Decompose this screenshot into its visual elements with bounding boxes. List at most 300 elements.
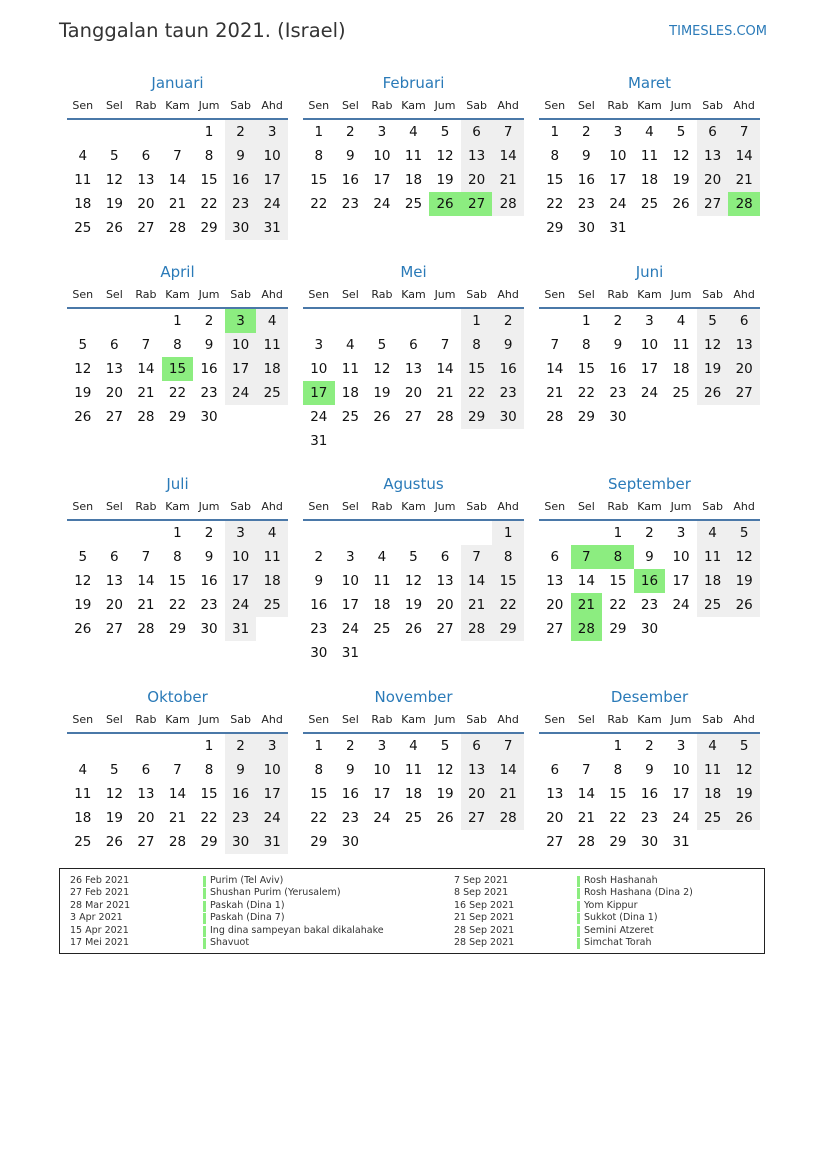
- weekend-day: 16: [492, 357, 524, 381]
- day-cell: 31: [341, 645, 359, 661]
- week-row: [67, 617, 288, 641]
- weekday-label: Sab: [230, 99, 251, 112]
- week-row: [303, 545, 524, 569]
- day-cell: 7: [141, 337, 151, 353]
- day-cell: 2: [204, 525, 214, 541]
- day-cell: 20: [404, 385, 423, 401]
- weekend-day: 22: [461, 381, 493, 405]
- day-cell: 17: [609, 172, 627, 188]
- weekday-label: Sel: [105, 713, 123, 726]
- day-cell: 16: [640, 786, 659, 802]
- day-cell: 17: [373, 172, 391, 188]
- legend-item: [60, 900, 760, 913]
- day-cell: 6: [550, 549, 560, 565]
- empty-day: [99, 120, 131, 144]
- day-cell: 5: [377, 337, 387, 353]
- day-cell: 30: [577, 220, 595, 236]
- empty-day: [461, 429, 493, 453]
- weekend-day: 16: [225, 168, 257, 192]
- day-cell: 20: [546, 597, 564, 613]
- legend-date: 28 Sep 2021: [454, 937, 515, 948]
- day-cell: 24: [310, 409, 328, 425]
- empty-day: [256, 405, 288, 429]
- day-cell: 24: [341, 621, 359, 637]
- day-cell: 21: [546, 385, 564, 401]
- day-cell: 12: [436, 148, 454, 164]
- weekday-label: Ahd: [497, 99, 519, 112]
- week-row: [303, 758, 524, 782]
- week-row: [303, 309, 524, 333]
- weekday-label: Rab: [607, 288, 629, 301]
- weekend-day: 7: [492, 120, 524, 144]
- day-cell: 3: [346, 549, 355, 565]
- weekend-day: 6: [728, 309, 760, 333]
- legend-date: 15 Apr 2021: [70, 924, 129, 936]
- weekend-day: 5: [728, 521, 760, 545]
- weekday-label: Ahd: [261, 713, 283, 726]
- weekday-label: Ahd: [733, 288, 755, 301]
- legend-color-swatch: [577, 888, 580, 899]
- weekday-label: Kam: [637, 99, 662, 112]
- legend-date: 28 Mar 2021: [70, 899, 131, 911]
- weekend-day: 13: [728, 333, 760, 357]
- day-cell: 2: [613, 313, 623, 329]
- day-cell: 9: [645, 762, 654, 778]
- day-cell: 13: [105, 573, 123, 589]
- weekend-day: 4: [697, 521, 729, 545]
- week-row: [67, 830, 288, 854]
- weekend-day: 1: [492, 521, 524, 545]
- weekend-day: 14: [492, 144, 524, 168]
- empty-day: [539, 734, 571, 758]
- day-cell: 22: [609, 810, 627, 826]
- day-cell: 16: [310, 597, 328, 613]
- day-cell: 26: [436, 810, 454, 826]
- weekday-label: Rab: [135, 713, 157, 726]
- holiday-day: 16: [634, 569, 666, 593]
- weekday-label: Sel: [341, 288, 359, 301]
- month-maret: [539, 72, 760, 240]
- weekend-day: 18: [256, 569, 288, 593]
- weekday-label: Ahd: [261, 500, 283, 513]
- day-cell: 27: [404, 409, 423, 425]
- empty-day: [539, 309, 571, 333]
- legend-holiday-name: Yom Kippur: [584, 899, 638, 911]
- weekday-label: Sen: [72, 288, 94, 301]
- weekday-header: [303, 94, 524, 120]
- week-row: [67, 782, 288, 806]
- day-cell: 22: [200, 196, 218, 212]
- day-cell: 10: [341, 573, 359, 589]
- day-cell: 12: [373, 361, 391, 377]
- empty-day: [99, 734, 131, 758]
- weekday-label: Rab: [371, 500, 393, 513]
- weekend-day: 21: [461, 593, 493, 617]
- day-cell: 4: [346, 337, 355, 353]
- day-cell: 8: [550, 148, 560, 164]
- day-cell: 23: [200, 597, 218, 613]
- legend-holiday-name: Sukkot (Dina 1): [584, 912, 658, 924]
- empty-day: [429, 521, 461, 545]
- weekend-day: 20: [461, 782, 493, 806]
- week-row: [539, 545, 760, 569]
- day-cell: 31: [609, 220, 627, 236]
- day-cell: 24: [640, 385, 659, 401]
- weekend-day: 18: [697, 782, 729, 806]
- day-cell: 9: [346, 762, 355, 778]
- empty-day: [665, 216, 697, 240]
- week-row: [67, 758, 288, 782]
- day-cell: 23: [200, 385, 218, 401]
- day-cell: 26: [404, 621, 423, 637]
- weekend-day: 31: [256, 830, 288, 854]
- legend-holiday-name: Purim (Tel Aviv): [210, 875, 284, 886]
- month-september: [539, 473, 760, 641]
- empty-day: [398, 830, 430, 854]
- weekday-label: Sab: [466, 500, 487, 513]
- day-cell: 21: [436, 385, 454, 401]
- day-cell: 3: [676, 738, 686, 754]
- day-cell: 6: [141, 148, 151, 164]
- weekend-day: 25: [256, 381, 288, 405]
- weekday-header: [539, 708, 760, 734]
- weekday-label: Ahd: [733, 99, 755, 112]
- day-cell: 10: [672, 762, 690, 778]
- week-row: [539, 309, 760, 333]
- week-row: [539, 521, 760, 545]
- day-cell: 1: [550, 124, 560, 140]
- weekday-label: Sel: [577, 500, 595, 513]
- weekend-day: 25: [697, 593, 729, 617]
- weekday-label: Sab: [702, 288, 723, 301]
- holiday-day: 17: [303, 381, 335, 405]
- legend-holiday-name: Paskah (Dina 7): [210, 912, 285, 924]
- weekend-day: 1: [461, 309, 493, 333]
- day-cell: 1: [204, 124, 214, 140]
- day-cell: 20: [137, 810, 155, 826]
- day-cell: 1: [314, 124, 324, 140]
- weekday-label: Jum: [434, 500, 456, 513]
- legend-item: [60, 937, 760, 950]
- day-cell: 2: [314, 549, 324, 565]
- day-cell: 25: [341, 409, 359, 425]
- legend-holiday-name: Rosh Hashana (Dina 2): [584, 887, 693, 899]
- month-november: [303, 686, 524, 854]
- day-cell: 28: [137, 621, 155, 637]
- weekday-label: Rab: [135, 99, 157, 112]
- day-cell: 26: [105, 834, 123, 850]
- weekend-day: 9: [492, 333, 524, 357]
- day-cell: 24: [373, 810, 391, 826]
- weekday-label: Rab: [607, 713, 629, 726]
- weekday-header: [67, 495, 288, 521]
- week-row: [303, 357, 524, 381]
- weekday-label: Sel: [105, 288, 123, 301]
- day-cell: 29: [609, 621, 627, 637]
- day-cell: 8: [613, 762, 623, 778]
- week-row: [303, 521, 524, 545]
- day-cell: 1: [204, 738, 214, 754]
- day-cell: 17: [672, 786, 690, 802]
- weekday-header: [67, 708, 288, 734]
- weekday-label: Rab: [135, 500, 157, 513]
- weekday-label: Sab: [702, 99, 723, 112]
- brand-link[interactable]: TIMESLES.COM: [669, 24, 767, 39]
- weekend-day: 6: [697, 120, 729, 144]
- weekday-label: Sab: [230, 288, 251, 301]
- week-row: [67, 216, 288, 240]
- weekend-day: 28: [461, 617, 493, 641]
- week-row: [539, 216, 760, 240]
- empty-day: [67, 734, 99, 758]
- day-cell: 30: [200, 621, 218, 637]
- day-cell: 18: [640, 172, 659, 188]
- day-cell: 3: [645, 313, 654, 329]
- week-row: [539, 120, 760, 144]
- weekend-day: 14: [492, 758, 524, 782]
- month-title: Mei: [400, 263, 427, 281]
- day-cell: 7: [173, 148, 182, 164]
- weekday-label: Sen: [308, 713, 330, 726]
- day-cell: 29: [577, 409, 595, 425]
- day-cell: 17: [640, 361, 659, 377]
- weekend-day: 31: [256, 216, 288, 240]
- weekend-day: 3: [225, 521, 257, 545]
- weekend-day: 29: [461, 405, 493, 429]
- day-cell: 3: [314, 337, 324, 353]
- week-row: [539, 806, 760, 830]
- weekend-day: 17: [225, 357, 257, 381]
- empty-day: [130, 309, 162, 333]
- weekday-label: Kam: [165, 288, 190, 301]
- empty-day: [398, 309, 430, 333]
- weekend-day: 18: [256, 357, 288, 381]
- day-cell: 14: [436, 361, 454, 377]
- week-row: [67, 405, 288, 429]
- day-cell: 18: [74, 196, 92, 212]
- empty-day: [634, 405, 666, 429]
- empty-day: [429, 309, 461, 333]
- day-cell: 22: [546, 196, 564, 212]
- day-cell: 1: [173, 313, 182, 329]
- day-cell: 8: [582, 337, 591, 353]
- weekday-label: Jum: [434, 713, 456, 726]
- month-desember: [539, 686, 760, 854]
- weekday-label: Kam: [637, 713, 662, 726]
- weekend-day: 13: [697, 144, 729, 168]
- weekend-day: 2: [492, 309, 524, 333]
- weekday-label: Sen: [72, 99, 94, 112]
- day-cell: 15: [200, 786, 218, 802]
- weekday-label: Jum: [198, 713, 220, 726]
- empty-day: [130, 734, 162, 758]
- week-row: [67, 309, 288, 333]
- weekend-day: 11: [256, 333, 288, 357]
- legend-color-swatch: [577, 876, 580, 887]
- day-cell: 31: [310, 433, 328, 449]
- week-row: [539, 758, 760, 782]
- day-cell: 13: [546, 573, 564, 589]
- weekday-label: Ahd: [497, 288, 519, 301]
- day-cell: 22: [168, 385, 187, 401]
- weekend-day: 10: [225, 545, 257, 569]
- weekday-label: Jum: [670, 288, 692, 301]
- day-cell: 11: [672, 337, 690, 353]
- month-juli: [67, 473, 288, 641]
- weekend-day: 8: [492, 545, 524, 569]
- month-oktober: [67, 686, 288, 854]
- month-januari: [67, 72, 288, 240]
- day-cell: 19: [672, 172, 690, 188]
- weekend-day: 19: [728, 782, 760, 806]
- week-row: [303, 806, 524, 830]
- day-cell: 11: [341, 361, 359, 377]
- day-cell: 7: [440, 337, 450, 353]
- day-cell: 4: [409, 124, 418, 140]
- legend-color-swatch: [577, 913, 580, 924]
- holiday-day: 26: [429, 192, 461, 216]
- legend-date: 26 Feb 2021: [70, 875, 130, 886]
- weekday-label: Sab: [702, 713, 723, 726]
- weekday-label: Ahd: [733, 713, 755, 726]
- legend-date: 16 Sep 2021: [454, 899, 515, 911]
- day-cell: 30: [640, 834, 659, 850]
- weekend-day: 2: [225, 120, 257, 144]
- weekend-day: 14: [728, 144, 760, 168]
- weekend-day: 12: [728, 545, 760, 569]
- week-row: [539, 569, 760, 593]
- month-title: Agustus: [383, 475, 444, 493]
- weekday-label: Ahd: [261, 288, 283, 301]
- weekend-day: 30: [225, 216, 257, 240]
- day-cell: 16: [609, 361, 627, 377]
- legend-holiday-name: Simchat Torah: [584, 937, 652, 948]
- weekend-day: 27: [697, 192, 729, 216]
- weekday-label: Jum: [198, 99, 220, 112]
- weekday-label: Kam: [637, 500, 662, 513]
- day-cell: 5: [110, 148, 119, 164]
- empty-day: [697, 216, 729, 240]
- day-cell: 1: [613, 738, 623, 754]
- day-cell: 5: [78, 337, 88, 353]
- day-cell: 15: [310, 786, 328, 802]
- day-cell: 25: [74, 220, 92, 236]
- day-cell: 9: [645, 549, 654, 565]
- month-mei: [303, 261, 524, 453]
- week-row: [303, 405, 524, 429]
- day-cell: 27: [105, 409, 123, 425]
- week-row: [67, 120, 288, 144]
- day-cell: 28: [577, 834, 595, 850]
- day-cell: 10: [310, 361, 328, 377]
- day-cell: 2: [346, 124, 355, 140]
- weekend-day: 25: [697, 806, 729, 830]
- weekday-label: Jum: [198, 500, 220, 513]
- day-cell: 11: [74, 172, 92, 188]
- day-cell: 9: [582, 148, 591, 164]
- day-cell: 5: [409, 549, 418, 565]
- holiday-day: 28: [728, 192, 760, 216]
- weekend-day: 8: [461, 333, 493, 357]
- weekday-label: Sen: [544, 99, 566, 112]
- weekend-day: 4: [697, 734, 729, 758]
- day-cell: 4: [377, 549, 387, 565]
- day-cell: 21: [577, 810, 595, 826]
- empty-day: [366, 521, 398, 545]
- week-row: [67, 545, 288, 569]
- day-cell: 29: [200, 220, 218, 236]
- week-row: [67, 144, 288, 168]
- legend-holiday-name: Shavuot: [210, 937, 250, 948]
- day-cell: 22: [609, 597, 627, 613]
- day-cell: 31: [672, 834, 690, 850]
- day-cell: 6: [141, 762, 151, 778]
- day-cell: 29: [168, 409, 187, 425]
- week-row: [67, 521, 288, 545]
- empty-day: [130, 521, 162, 545]
- weekday-label: Sab: [466, 288, 487, 301]
- day-cell: 3: [676, 525, 686, 541]
- weekday-label: Kam: [401, 99, 426, 112]
- weekday-label: Kam: [637, 288, 662, 301]
- weekend-day: 24: [256, 806, 288, 830]
- day-cell: 28: [168, 220, 187, 236]
- weekday-label: Sel: [341, 713, 359, 726]
- day-cell: 6: [409, 337, 418, 353]
- legend-item: [60, 925, 760, 938]
- weekend-day: 12: [728, 758, 760, 782]
- weekend-day: 13: [461, 758, 493, 782]
- day-cell: 30: [310, 645, 328, 661]
- day-cell: 30: [609, 409, 627, 425]
- day-cell: 15: [609, 573, 627, 589]
- weekday-label: Jum: [670, 713, 692, 726]
- weekend-day: 23: [492, 381, 524, 405]
- day-cell: 16: [200, 573, 218, 589]
- week-row: [67, 168, 288, 192]
- weekday-label: Sel: [105, 99, 123, 112]
- day-cell: 27: [436, 621, 454, 637]
- day-cell: 25: [404, 196, 423, 212]
- week-row: [303, 381, 524, 405]
- day-cell: 8: [173, 549, 182, 565]
- legend-holiday-name: Rosh Hashanah: [584, 875, 658, 886]
- holiday-day: 8: [602, 545, 634, 569]
- day-cell: 18: [404, 172, 423, 188]
- day-cell: 21: [137, 385, 155, 401]
- day-cell: 21: [168, 196, 187, 212]
- weekend-day: 9: [225, 144, 257, 168]
- day-cell: 15: [310, 172, 328, 188]
- page-title: Tanggalan taun 2021. (Israel): [59, 19, 346, 42]
- weekday-label: Sel: [577, 99, 595, 112]
- week-row: [303, 144, 524, 168]
- week-row: [67, 569, 288, 593]
- legend-date: 28 Sep 2021: [454, 924, 515, 936]
- weekend-day: 26: [728, 593, 760, 617]
- weekday-label: Sel: [577, 713, 595, 726]
- empty-day: [130, 120, 162, 144]
- weekday-header: [303, 495, 524, 521]
- day-cell: 1: [173, 525, 182, 541]
- day-cell: 25: [373, 621, 391, 637]
- day-cell: 26: [373, 409, 391, 425]
- month-title: April: [160, 263, 195, 281]
- empty-day: [461, 641, 493, 665]
- weekend-day: 28: [492, 806, 524, 830]
- empty-day: [398, 641, 430, 665]
- day-cell: 14: [168, 786, 187, 802]
